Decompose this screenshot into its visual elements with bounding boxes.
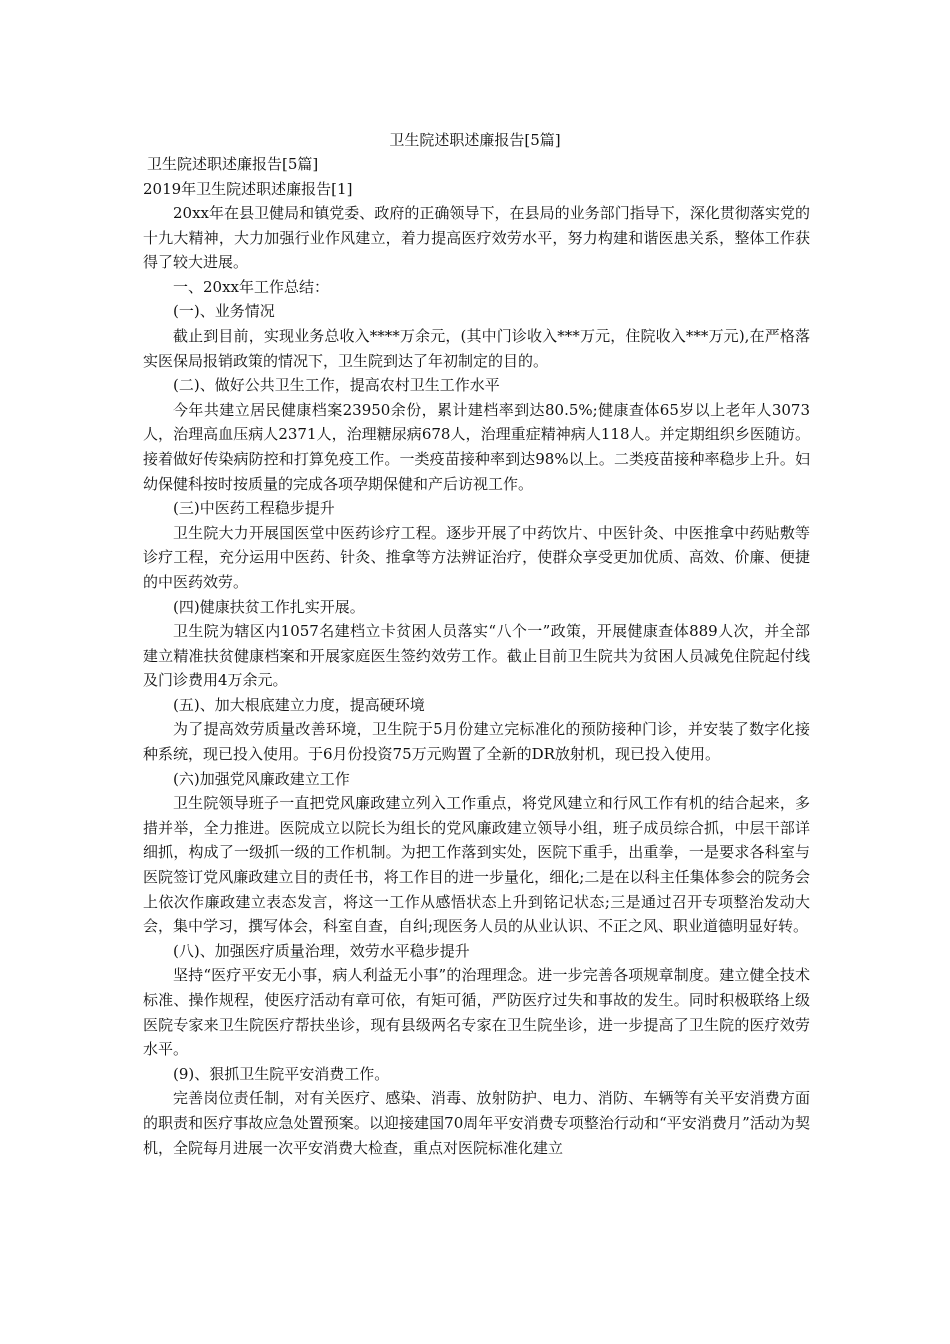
heading: 一、20xx年工作总结： <box>173 277 330 296</box>
paragraph: 卫生院领导班子一直把党风廉政建立列入工作重点，将党风建立和行风工作有机的结合起来，多措并举，全力推进。医院成立以院长为组长的党风廉政建立领导小组，班子成员综合抓，中层干部详细抓，构成了一级抓一级的工作机制。为把工作落到实处，医院下重手，出重拳，一是要求各科室与医院签订党风廉政建立目的责任书，将工作目的进一步量化，细化;二是在以科主任集体参会的院务会上依次作廉政建立表态发言，将这一工作从感悟状态上升到铭记状态;三是通过召开专项整治发动大会，集中学习，撰写体会，科室自查，自纠;现医务人员的从业认识、不正之风、职业道德明显好转。 <box>143 794 810 936</box>
paragraph: 坚持“医疗平安无小事，病人利益无小事”的治理理念。进一步完善各项规章制度。建立健全技术标准、操作规程，使医疗活动有章可依，有矩可循，严防医疗过失和事故的发生。同时积极联络上级医院专家来卫生院医疗帮扶坐诊，现有县级两名专家在卫生院坐诊，进一步提高了卫生院的医疗效劳水平。 <box>143 966 810 1059</box>
heading: (五)、加大根底建立力度，提高硬环境 <box>173 695 425 714</box>
document-subtitle: 卫生院述职述廉报告[5篇] <box>147 155 319 173</box>
heading: (9)、狠抓卫生院平安消费工作。 <box>173 1064 390 1083</box>
section-title: 2019年卫生院述职述廉报告[1] <box>143 180 353 198</box>
paragraph: 完善岗位责任制，对有关医疗、感染、消毒、放射防护、电力、消防、车辆等有关平安消费方面的职责和医疗事故应急处置预案。以迎接建国70周年平安消费专项整治行动和“平安消费月”活动为契机，全院每月进展一次平安消费大检查，重点对医院标准化建立 <box>143 1089 810 1157</box>
paragraph: 今年共建立居民健康档案23950余份，累计建档率到达80.5%;健康查体65岁以上老年人3073人，治理高血压病人2371人，治理糖尿病678人，治理重症精神病人118人。并定期组织乡医随访。接着做好传染病防控和打算免疫工作。一类疫苗接种率到达98%以上。二类疫苗接种率稳步上升。妇幼保健科按时按质量的完成各项孕期保健和产后访视工作。 <box>143 400 810 493</box>
paragraph: 卫生院为辖区内1057名建档立卡贫困人员落实“八个一”政策，开展健康查体889人次，并全部建立精准扶贫健康档案和开展家庭医生签约效劳工作。截止目前卫生院共为贫困人员减免住院起付线及门诊费用4万余元。 <box>143 622 810 690</box>
paragraph: 截止到目前，实现业务总收入****万余元，(其中门诊收入***万元，住院收入***万元),在严格落实医保局报销政策的情况下，卫生院到达了年初制定的目的。 <box>143 326 810 370</box>
heading: (一)、业务情况 <box>173 302 275 321</box>
paragraph: 卫生院大力开展国医堂中医药诊疗工程。逐步开展了中药饮片、中医针灸、中医推拿中药贴敷等诊疗工程，充分运用中医药、针灸、推拿等方法辨证治疗，使群众享受更加优质、高效、价廉、便捷的中医药效劳。 <box>143 523 810 591</box>
heading: (四)健康扶贫工作扎实开展。 <box>173 597 365 616</box>
document-body <box>143 201 810 1160</box>
paragraph: 20xx年在县卫健局和镇党委、政府的正确领导下，在县局的业务部门指导下，深化贯彻落实党的十九大精神，大力加强行业作风建立，着力提高医疗效劳水平，努力构建和谐医患关系，整体工作获得了较大进展。 <box>143 204 810 272</box>
paragraph: 为了提高效劳质量改善环境，卫生院于5月份建立完标准化的预防接种门诊，并安装了数字化接种系统，现已投入使用。于6月份投资75万元购置了全新的DR放射机，现已投入使用。 <box>143 720 810 764</box>
heading: (三)中医药工程稳步提升 <box>173 499 335 518</box>
heading: (八)、加强医疗质量治理，效劳水平稳步提升 <box>173 941 470 960</box>
document-title: 卫生院述职述廉报告[5篇] <box>389 131 561 149</box>
heading: (二)、做好公共卫生工作，提高农村卫生工作水平 <box>173 376 500 395</box>
heading: (六)加强党风廉政建立工作 <box>173 769 350 788</box>
